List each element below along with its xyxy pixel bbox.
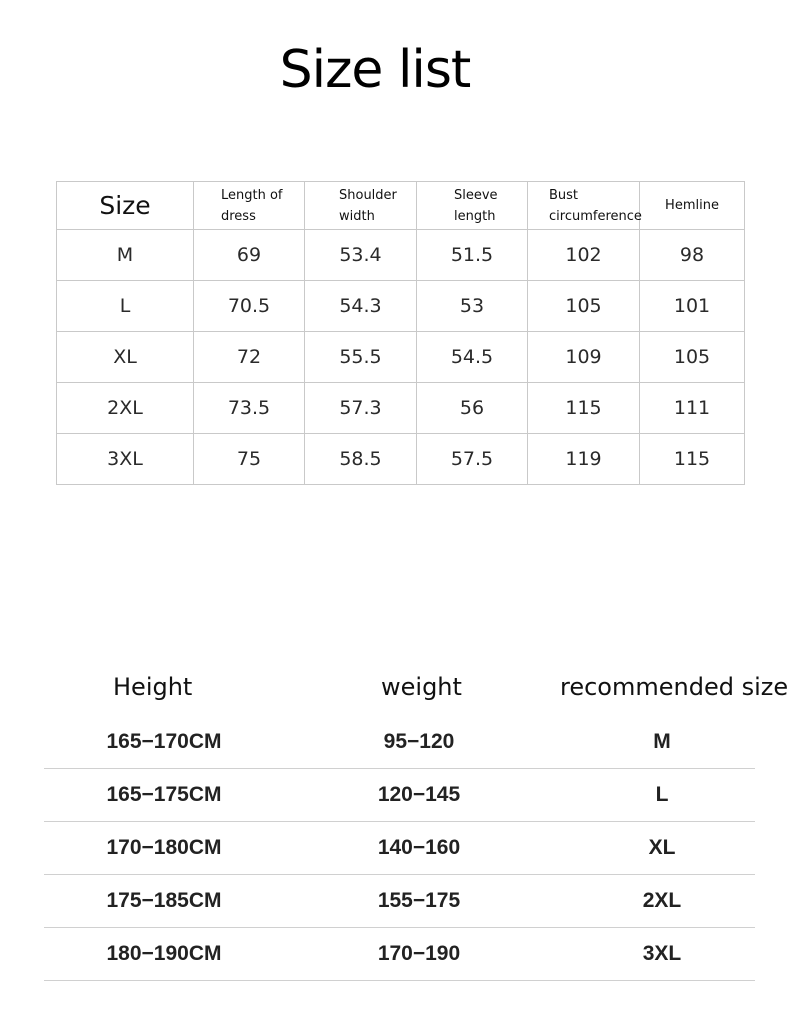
header-length-of-dress-line1: Length of: [221, 187, 283, 203]
size-cell: M: [57, 230, 194, 281]
sleeve-cell: 51.5: [417, 230, 528, 281]
height-cell: 175−185CM: [106, 889, 222, 912]
recommendation-row: [44, 928, 755, 981]
header-weight: weight: [381, 673, 462, 701]
hemline-cell: 101: [640, 281, 745, 332]
height-cell: 165−170CM: [106, 730, 222, 753]
bust-cell: 105: [528, 281, 640, 332]
sleeve-cell: 57.5: [417, 434, 528, 485]
size-chart-header-row: [57, 182, 745, 230]
size-chart-table: [56, 181, 745, 485]
sleeve-cell: 54.5: [417, 332, 528, 383]
header-length-of-dress-line2: dress: [221, 208, 256, 224]
weight-cell: 155−175: [377, 889, 461, 912]
shoulder-cell: 53.4: [305, 230, 417, 281]
shoulder-cell: 55.5: [305, 332, 417, 383]
recommendation-row: [44, 769, 755, 822]
recommended-size-cell: M: [653, 730, 671, 753]
weight-cell: 95−120: [383, 730, 455, 753]
header-size: Size: [57, 182, 194, 230]
header-bust-circumference: [528, 182, 640, 230]
recommendation-row: [44, 875, 755, 928]
recommended-size-cell: XL: [648, 836, 676, 859]
header-hemline: Hemline: [640, 182, 745, 230]
size-row-2xl: [57, 383, 745, 434]
header-recommended-size: recommended size: [560, 673, 789, 701]
hemline-cell: 98: [640, 230, 745, 281]
size-cell: 3XL: [57, 434, 194, 485]
size-row-l: [57, 281, 745, 332]
header-sleeve-length-line1: Sleeve: [454, 187, 498, 203]
size-cell: L: [57, 281, 194, 332]
header-sleeve-length: [417, 182, 528, 230]
weight-cell: 120−145: [377, 783, 461, 806]
recommended-size-cell: 3XL: [642, 942, 682, 965]
header-length-of-dress: [194, 182, 305, 230]
size-row-m: [57, 230, 745, 281]
length-cell: 73.5: [194, 383, 305, 434]
weight-cell: 140−160: [377, 836, 461, 859]
shoulder-cell: 57.3: [305, 383, 417, 434]
recommendation-row: [44, 822, 755, 875]
size-cell: 2XL: [57, 383, 194, 434]
header-shoulder-width-line2: width: [339, 208, 375, 224]
length-cell: 75: [194, 434, 305, 485]
hemline-cell: 105: [640, 332, 745, 383]
recommended-size-cell: 2XL: [642, 889, 682, 912]
header-bust-circumference-line1: Bust: [549, 187, 579, 203]
length-cell: 69: [194, 230, 305, 281]
recommendation-row: [44, 716, 755, 769]
header-shoulder-width-line1: Shoulder: [339, 187, 397, 203]
shoulder-cell: 54.3: [305, 281, 417, 332]
size-cell: XL: [57, 332, 194, 383]
shoulder-cell: 58.5: [305, 434, 417, 485]
header-shoulder-width: [305, 182, 417, 230]
height-cell: 165−175CM: [106, 783, 222, 806]
recommended-size-cell: L: [655, 783, 669, 806]
length-cell: 72: [194, 332, 305, 383]
sleeve-cell: 56: [417, 383, 528, 434]
header-sleeve-length-line2: length: [454, 208, 496, 224]
weight-cell: 170−190: [377, 942, 461, 965]
header-height: Height: [113, 673, 193, 701]
height-cell: 170−180CM: [106, 836, 222, 859]
hemline-cell: 111: [640, 383, 745, 434]
bust-cell: 115: [528, 383, 640, 434]
length-cell: 70.5: [194, 281, 305, 332]
page-title: Size list: [279, 40, 471, 100]
hemline-cell: 115: [640, 434, 745, 485]
sleeve-cell: 53: [417, 281, 528, 332]
bust-cell: 102: [528, 230, 640, 281]
size-row-xl: [57, 332, 745, 383]
size-row-3xl: [57, 434, 745, 485]
bust-cell: 109: [528, 332, 640, 383]
height-cell: 180−190CM: [106, 942, 222, 965]
header-bust-circumference-line2: circumference: [549, 208, 642, 224]
bust-cell: 119: [528, 434, 640, 485]
